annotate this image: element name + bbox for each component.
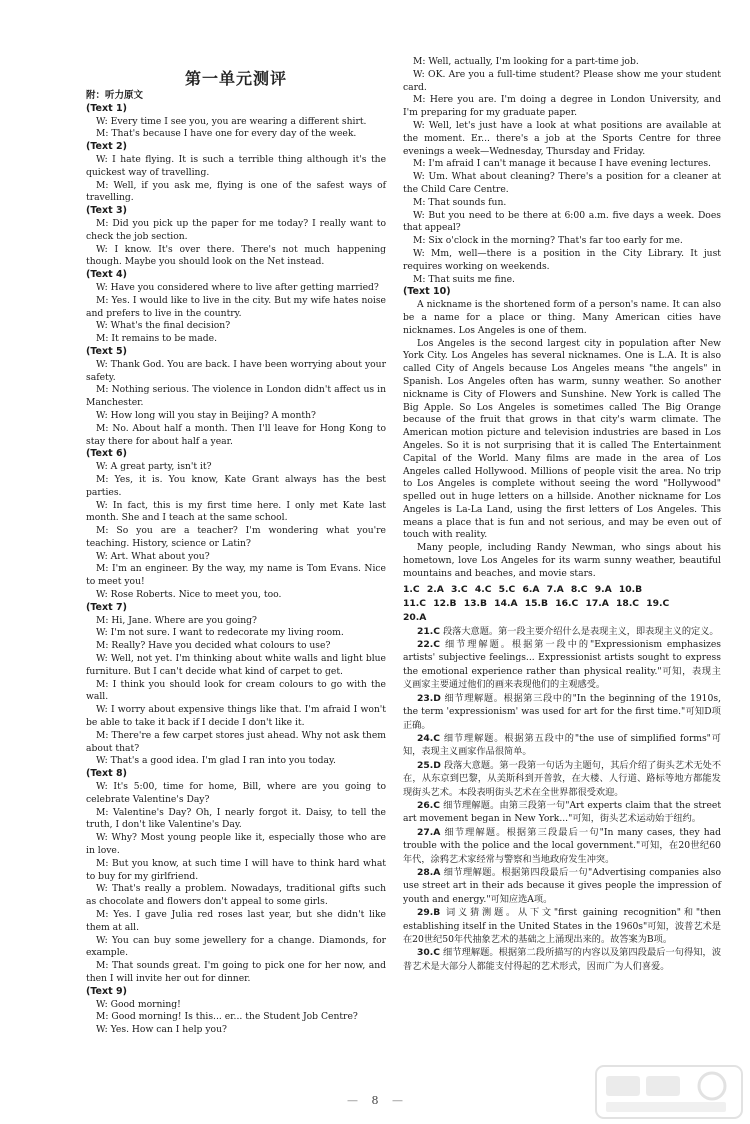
- text-label: (Text 2): [86, 141, 127, 153]
- right-column: [403, 56, 721, 973]
- explanation-text: 细节理解题。根据第二段所描写的内容以及第四段最后一句得知，波普艺术是大部分人都能支付得起的艺术形式，因而广为人们喜爱。: [403, 947, 722, 972]
- dialogue-line: W: Art. What about you?: [96, 550, 210, 562]
- dialogue-line: M: Nothing serious. The violence in London didn't affect us in Manchester.: [86, 384, 386, 409]
- answer-key: [403, 583, 721, 625]
- left-column: [86, 90, 386, 1037]
- dialogue-line: M: That suits me fine.: [413, 273, 515, 285]
- question-number: 29.B: [417, 907, 441, 919]
- dialogue-line: M: That's because I have one for every day of the week.: [96, 128, 357, 140]
- dialogue-line: W: Rose Roberts. Nice to meet you, too.: [96, 589, 282, 601]
- explanation-text: 细节理解题。根据第一段中的"Expressionism emphasizes artists' subjective feelings... Expressionist artists sought to express the emotional experience rather than physical reality."可知，表现主义画家主要通过他们的画来表现他们的主观感受。: [403, 639, 722, 691]
- dialogue-line: M: Well, if you ask me, flying is one of the safest ways of travelling.: [86, 179, 386, 204]
- dialogue-line: M: Well, actually, I'm looking for a part-time job.: [413, 56, 639, 67]
- answer-explanation: [403, 866, 721, 906]
- text-label: (Text 7): [86, 601, 127, 613]
- passage-paragraph: Los Angeles is the second largest city in population after New York City. Los Angeles has several nicknames. One is L.A. It is also called City of Angels because Los Angeles means "the angels" in Spanish. Los Angeles often has warm, sunny weather. So another nickname is City of Flowers and Sunshine. New York is called The Big Apple. So Los Angeles is sometimes called The Big Orange because of the fruit that grows in that city's warm climate. The American motion picture and television industries are based in Los Angeles. So it is not surprising that it is called The Entertainment Capital of the World. Many films are made in the area of Los Angeles called Hollywood. Millions of people visit the area. No trip to Los Angeles is complete without seeing the word "Hollywood" spelled out in huge letters on a hillside. Another nickname for Los Angeles is La-La Land, using the first letters of Los Angeles. This means a place that is fun and not serious, and may be even out of touch with reality.: [403, 337, 721, 541]
- dialogue-line: W: How long will you stay in Beijing? A month?: [96, 409, 316, 421]
- question-number: 25.D: [417, 759, 441, 771]
- answer-explanation: [403, 759, 721, 799]
- dialogue-line: W: Why? Most young people like it, especially those who are in love.: [86, 832, 386, 857]
- dialogue-line: W: A great party, isn't it?: [96, 461, 212, 473]
- dialogue-line: M: Valentine's Day? Oh, I nearly forgot it. Daisy, to tell the truth, I don't like Valentine's Day.: [86, 806, 386, 831]
- answer-explanation: [403, 625, 721, 638]
- question-number: 23.D: [417, 692, 441, 704]
- answer-explanation: [403, 906, 721, 946]
- answer-explanation: [403, 826, 721, 866]
- explanation-text: 词义猜测题。从下文"first gaining recognition"和"then establishing itself in the United States in the 1960s"可知，波普艺术是在20世纪50年代抽象艺术的基础之上涌现出来的。故答案为B项。: [403, 907, 722, 946]
- dialogue-line: W: Well, not yet. I'm thinking about white walls and light blue furniture. But I can't decide what kind of carpet to get.: [86, 653, 386, 677]
- text-label: (Text 1): [86, 102, 127, 114]
- dialogue-line: M: Good morning! Is this... er... the Student Job Centre?: [96, 1011, 358, 1023]
- listening-script-heading: 附：听力原文: [86, 90, 144, 101]
- answer-row: 20.A: [403, 611, 427, 623]
- dialogue-line: W: That's a good idea. I'm glad I ran into you today.: [96, 755, 336, 767]
- dialogue-line: W: OK. Are you a full-time student? Please show me your student card.: [403, 68, 721, 93]
- dialogue-line: W: Have you considered where to live after getting married?: [96, 281, 379, 293]
- explanation-text: 细节理解题。根据第四段最后一句"Advertising companies also use street art in their ads because it gives people the impression of youth and energy."可知应选A项。: [403, 866, 721, 905]
- dialogue-line: W: It's 5:00, time for home, Bill, where are you going to celebrate Valentine's Day?: [86, 781, 386, 805]
- dialogue-line: W: Every time I see you, you are wearing a different shirt.: [96, 115, 367, 127]
- dialogue-line: M: Here you are. I'm doing a degree in London University, and I'm preparing for my graduate paper.: [403, 94, 721, 119]
- dialogue-line: W: I worry about expensive things like that. I'm afraid I won't be able to take it back if I decide I don't like it.: [86, 704, 386, 729]
- dialogue-line: W: Thank God. You are back. I have been worrying about your safety.: [86, 358, 386, 383]
- dialogue-line: M: No. About half a month. Then I'll leave for Hong Kong to stay there for about half a year.: [86, 422, 386, 447]
- explanation-text: 段落大意题。第一段主要介绍什么是表现主义，即表现主义的定义。: [442, 625, 719, 637]
- answer-explanation: [403, 692, 721, 732]
- page-dash-left: —: [347, 1094, 358, 1107]
- text-label: (Text 4): [86, 269, 127, 281]
- dialogue-line: M: I think you should look for cream colours to go with the wall.: [86, 678, 386, 703]
- dialogue-line: M: So you are a teacher? I'm wondering what you're teaching. History, science or Latin?: [86, 525, 386, 549]
- answer-explanation: [403, 732, 721, 759]
- question-number: 28.A: [417, 866, 441, 878]
- dialogue-line: M: Yes. I would like to live in the city. But my wife hates noise and prefers to live in the country.: [86, 294, 386, 319]
- dialogue-line: M: Really? Have you decided what colours to use?: [96, 640, 331, 652]
- dialogue-line: W: Yes. How can I help you?: [96, 1024, 227, 1036]
- dialogue-line: W: Um. What about cleaning? There's a position for a cleaner at the Child Care Centre.: [403, 171, 721, 195]
- text-label: (Text 10): [403, 286, 451, 298]
- dialogue-line: W: Mm, well—there is a position in the City Library. It just requires working on weekends.: [403, 247, 721, 272]
- question-number: 27.A: [417, 826, 441, 838]
- text-label: (Text 9): [86, 985, 127, 997]
- text-label: (Text 3): [86, 205, 127, 217]
- dialogue-line: W: In fact, this is my first time here. I only met Kate last month. She and I teach at the same school.: [86, 499, 386, 524]
- dialogue-line: M: There're a few carpet stores just ahead. Why not ask them about that?: [86, 729, 386, 754]
- passage-paragraph: Many people, including Randy Newman, who sings about his hometown, love Los Angeles for its warm sunny weather, beautiful mountains and beaches, and movie stars.: [403, 542, 721, 579]
- dialogue-line: W: But you need to be there at 6:00 a.m. five days a week. Does that appeal?: [403, 209, 721, 234]
- page-dash-right: —: [392, 1094, 403, 1107]
- dialogue-line: W: You can buy some jewellery for a change. Diamonds, for example.: [86, 934, 386, 959]
- question-number: 26.C: [417, 799, 441, 811]
- explanation-text: 细节理解题。根据第三段最后一句"In many cases, they had trouble with the police and the local government."可知，在20世纪60年代，涂鸦艺术家经常与警察和当地政府发生冲突。: [403, 826, 721, 865]
- answer-row: 11.C 12.B 13.B 14.A 15.B 16.C 17.A 18.C 19.C: [403, 597, 670, 609]
- explanation-text: 段落大意题。第一段第一句话为主题句，其后介绍了街头艺术无处不在，从东京到巴黎，从美斯科到开普敦，在大楼、人行道、路标等地方都能发现街头艺术。本段表明街头艺术在全世界都很受欢迎。: [403, 759, 722, 798]
- dialogue-line: M: Yes. I gave Julia red roses last year, but she didn't like them at all.: [86, 909, 386, 933]
- dialogue-line: M: I'm an engineer. By the way, my name is Tom Evans. Nice to meet you!: [86, 563, 386, 588]
- dialogue-line: M: That sounds fun.: [413, 196, 507, 208]
- explanation-text: 细节理解题。由第三段第一句"Art experts claim that the street art movement began in New York..."可知，街头艺术运动始于纽约。: [403, 799, 722, 825]
- question-number: 21.C: [417, 625, 441, 637]
- dialogue-line: M: It remains to be made.: [96, 333, 217, 345]
- question-number: 24.C: [417, 732, 441, 744]
- answer-row: 1.C 2.A 3.C 4.C 5.C 6.A 7.A 8.C 9.A 10.B: [403, 583, 643, 595]
- dialogue-line: W: I hate flying. It is such a terrible thing although it's the quickest way of travelling.: [86, 153, 386, 178]
- dialogue-line: M: Hi, Jane. Where are you going?: [96, 614, 257, 626]
- dialogue-line: W: Well, let's just have a look at what positions are available at the moment. Er... there's a job at the Sports Centre for three evenings a week—Wednesday, Thursday and Friday.: [403, 119, 721, 157]
- text-label: (Text 5): [86, 345, 127, 357]
- page-title: 第一单元测评: [184, 69, 287, 88]
- explanation-text: 细节理解题。根据第三段中的"In the beginning of the 1910s, the term 'expressionism' was used for art for the first time."可知D项正确。: [403, 692, 722, 731]
- dialogue-line: W: Good morning!: [96, 998, 181, 1010]
- dialogue-line: W: I'm not sure. I want to redecorate my living room.: [96, 627, 344, 639]
- text-label: (Text 8): [86, 768, 127, 780]
- answer-explanation: [403, 946, 721, 973]
- passage-paragraph: A nickname is the shortened form of a person's name. It can also be a name for a place or thing. Many American cities have nicknames. Los Angeles is one of them.: [403, 299, 721, 336]
- dialogue-line: W: I know. It's over there. There's not much happening though. Maybe you should look on the Net instead.: [86, 243, 386, 268]
- dialogue-line: W: What's the final decision?: [96, 320, 231, 332]
- answer-explanation: [403, 799, 721, 826]
- dialogue-line: M: Yes, it is. You know, Kate Grant always has the best parties.: [86, 473, 386, 498]
- explanation-text: 细节理解题。根据第五段中的"the use of simplified forms"可知，表现主义画家作品很简单。: [403, 732, 721, 758]
- question-number: 30.C: [417, 947, 441, 959]
- dialogue-line: W: That's really a problem. Nowadays, traditional gifts such as chocolate and flowers don't appeal to some girls.: [86, 883, 386, 908]
- dialogue-line: M: Six o'clock in the morning? That's far too early for me.: [413, 235, 683, 247]
- page-number-value: 8: [371, 1094, 379, 1107]
- dialogue-line: M: Did you pick up the paper for me today? I really want to check the job section.: [86, 217, 386, 242]
- answer-explanation: [403, 638, 721, 692]
- text-label: (Text 6): [86, 448, 127, 460]
- dialogue-line: M: That sounds great. I'm going to pick one for her now, and then I will invite her out for dinner.: [86, 960, 386, 984]
- question-number: 22.C: [417, 639, 441, 651]
- dialogue-line: M: I'm afraid I can't manage it because I have evening lectures.: [413, 158, 711, 170]
- watermark-logo-icon: [594, 1064, 744, 1120]
- dialogue-line: M: But you know, at such time I will have to think hard what to buy for my girlfriend.: [86, 857, 386, 882]
